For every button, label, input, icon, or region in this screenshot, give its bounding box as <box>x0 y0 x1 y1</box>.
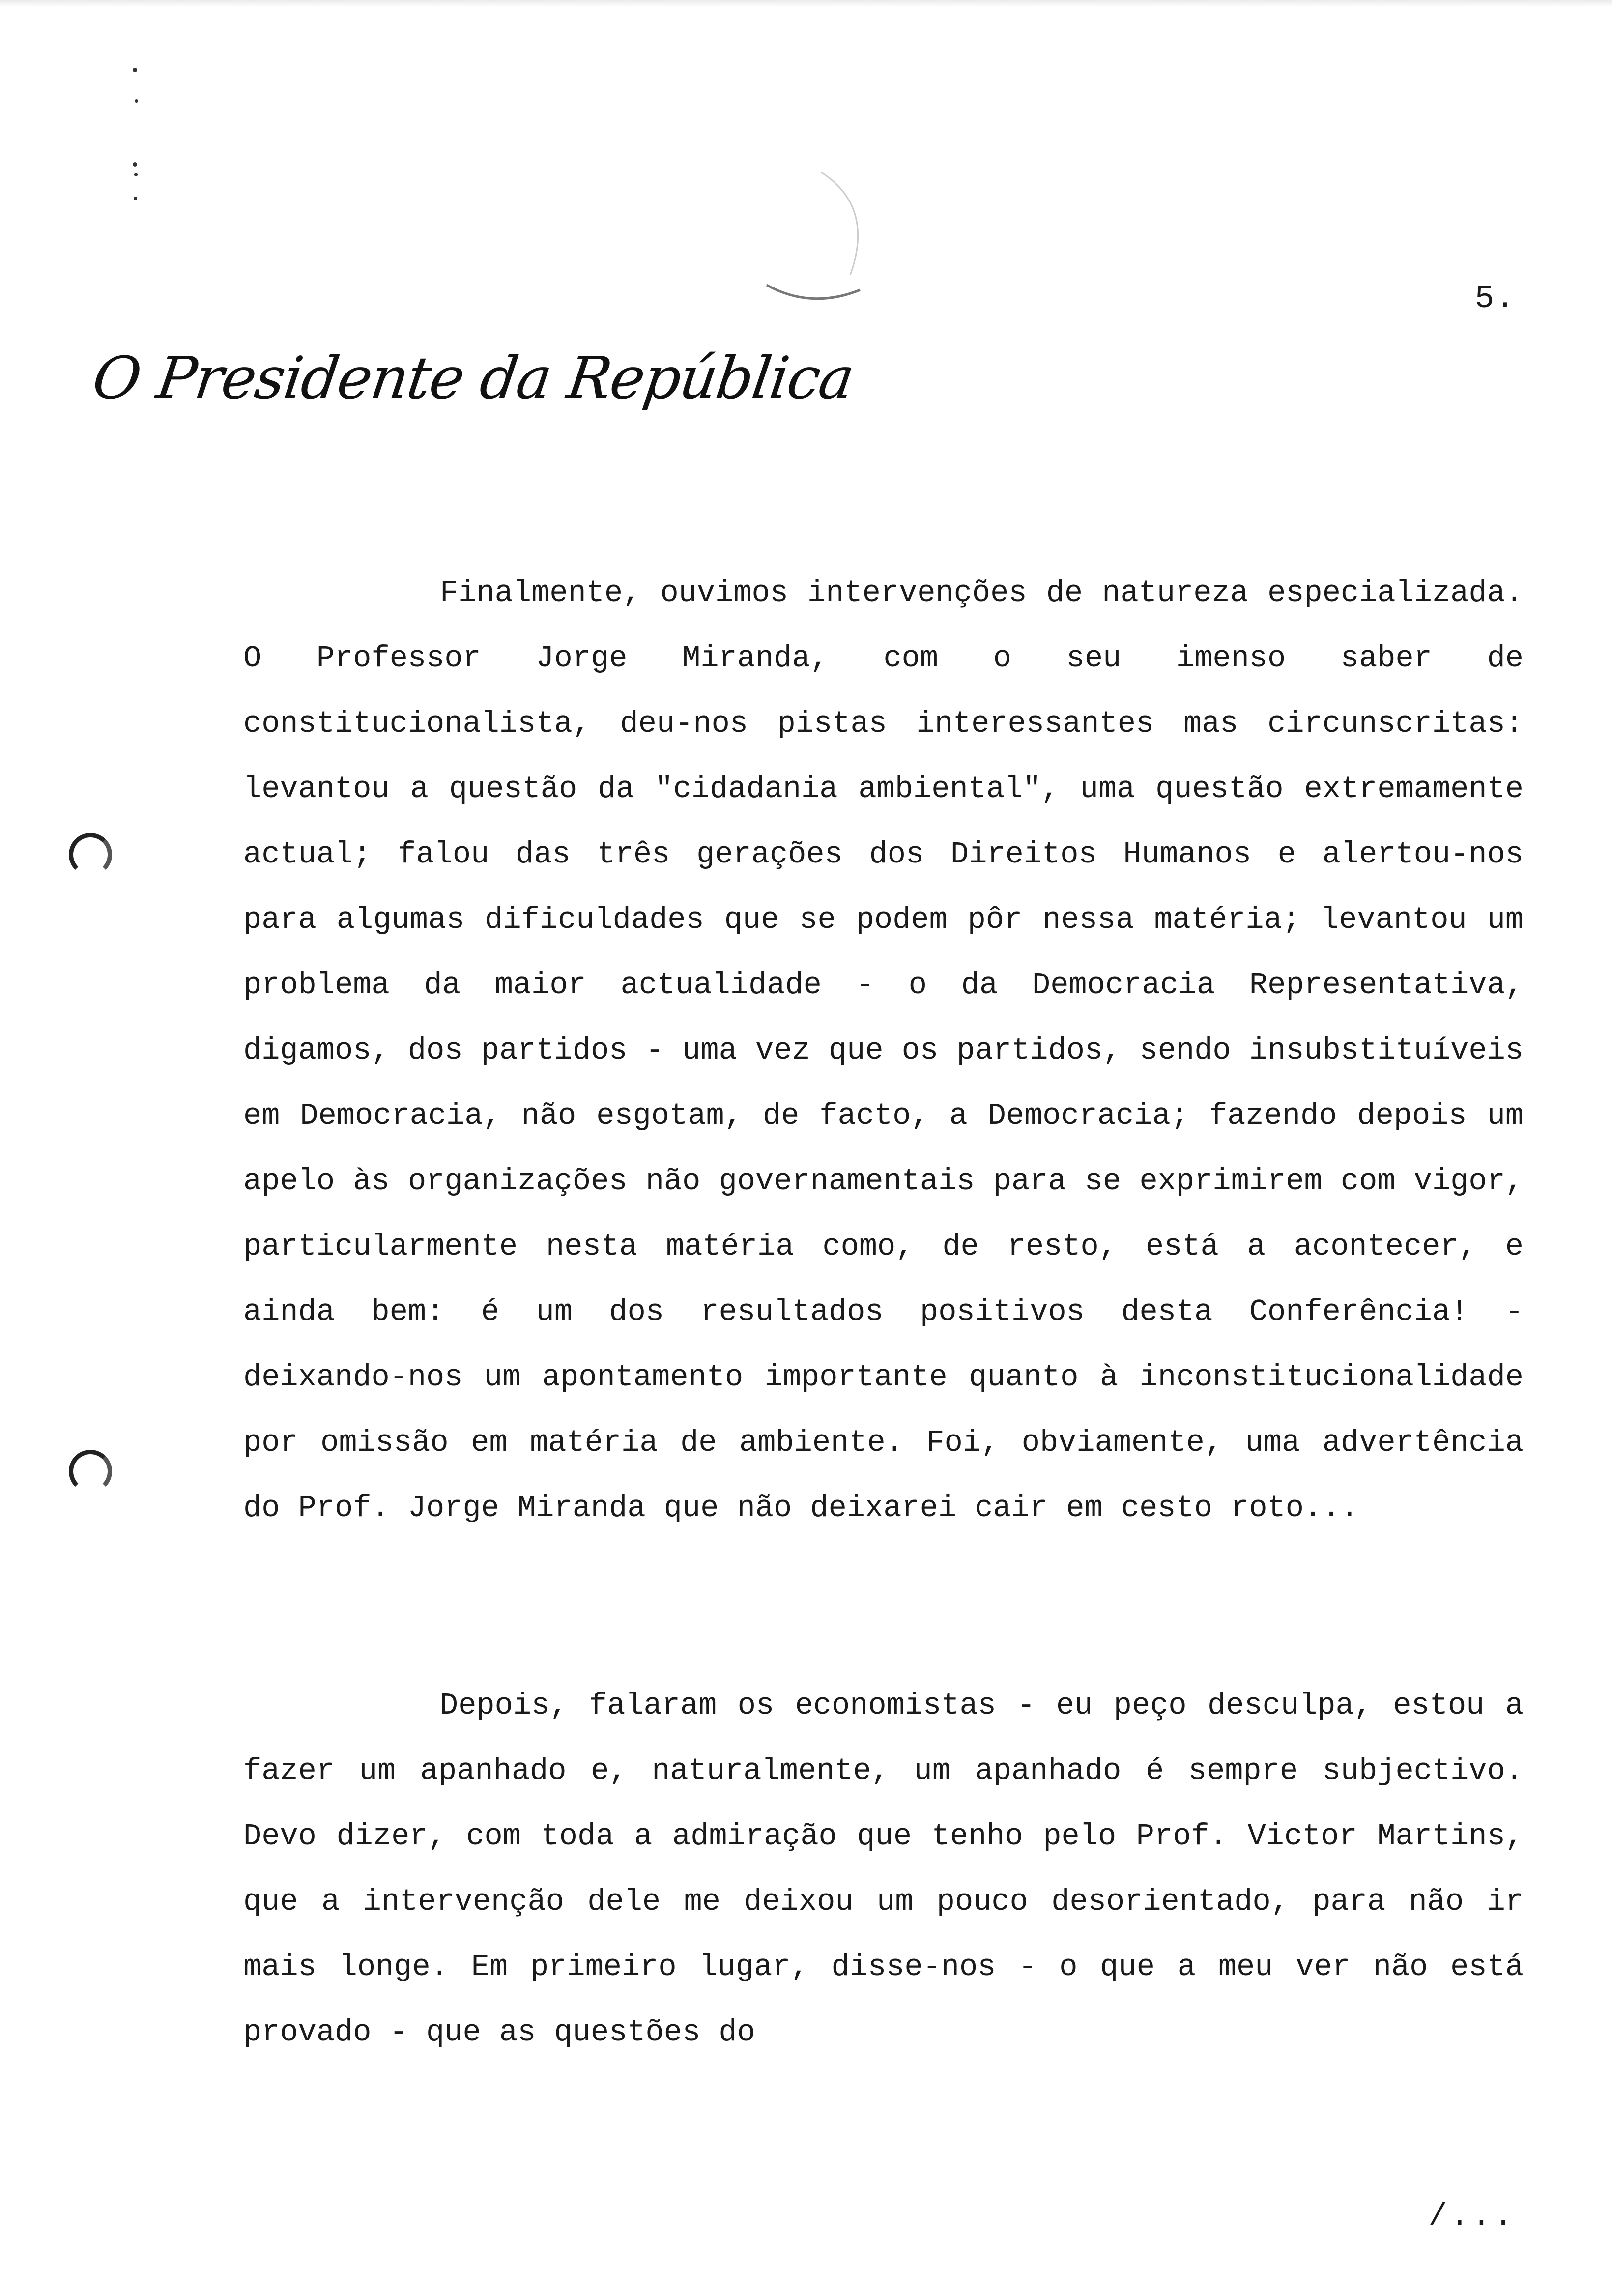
margin-marks <box>133 64 147 211</box>
page-number: 5. <box>1474 280 1516 317</box>
stamp-mark <box>747 162 894 324</box>
punch-hole-bottom <box>69 1450 112 1493</box>
scan-edge <box>0 0 1612 7</box>
body-paragraph-2 <box>243 1673 1524 2065</box>
paragraph-text: Finalmente, ouvimos intervenções de natureza especializada. O Professor Jorge Miranda, com o seu imenso saber de constitucionalista, deu-nos pistas interessantes mas circunscritas: levantou a questão da "cidadania ambiental", uma questão extremamente actual; falou das três gerações dos Direitos Humanos e alertou-nos para algumas dificuldades que se podem pôr nessa matéria; levantou um problema da maior actualidade - o da Democracia Representativa, digamos, dos partidos - uma vez que os partidos, sendo insubstituíveis em Democracia, não esgotam, de facto, a Democracia; fazendo depois um apelo às organizações não governamentais para se exprimirem com vigor, particularmente nesta matéria como, de resto, está a acontecer, e ainda bem: é um dos resultados positivos desta Conferência! - deixando-nos um apontamento importante quanto à inconstitucionalidade por omissão em matéria de ambiente. Foi, obviamente, uma advertência do Prof. Jorge Miranda que não deixarei cair em cesto roto... <box>243 575 1524 1525</box>
paragraph-text: Depois, falaram os economistas - eu peço desculpa, estou a fazer um apanhado e, naturalmente, um apanhado é sempre subjectivo. Devo dizer, com toda a admiração que tenho pelo Prof. Victor Martins, que a intervenção dele me deixou um pouco desorientado, para não ir mais longe. Em primeiro lugar, disse-nos - o que a meu ver não está provado - que as questões do <box>243 1688 1524 2050</box>
punch-hole-top <box>69 833 112 876</box>
continuation-mark: /... <box>1428 2199 1516 2235</box>
body-paragraph-1 <box>243 560 1524 1541</box>
letterhead: O Presidente da República <box>88 344 858 412</box>
